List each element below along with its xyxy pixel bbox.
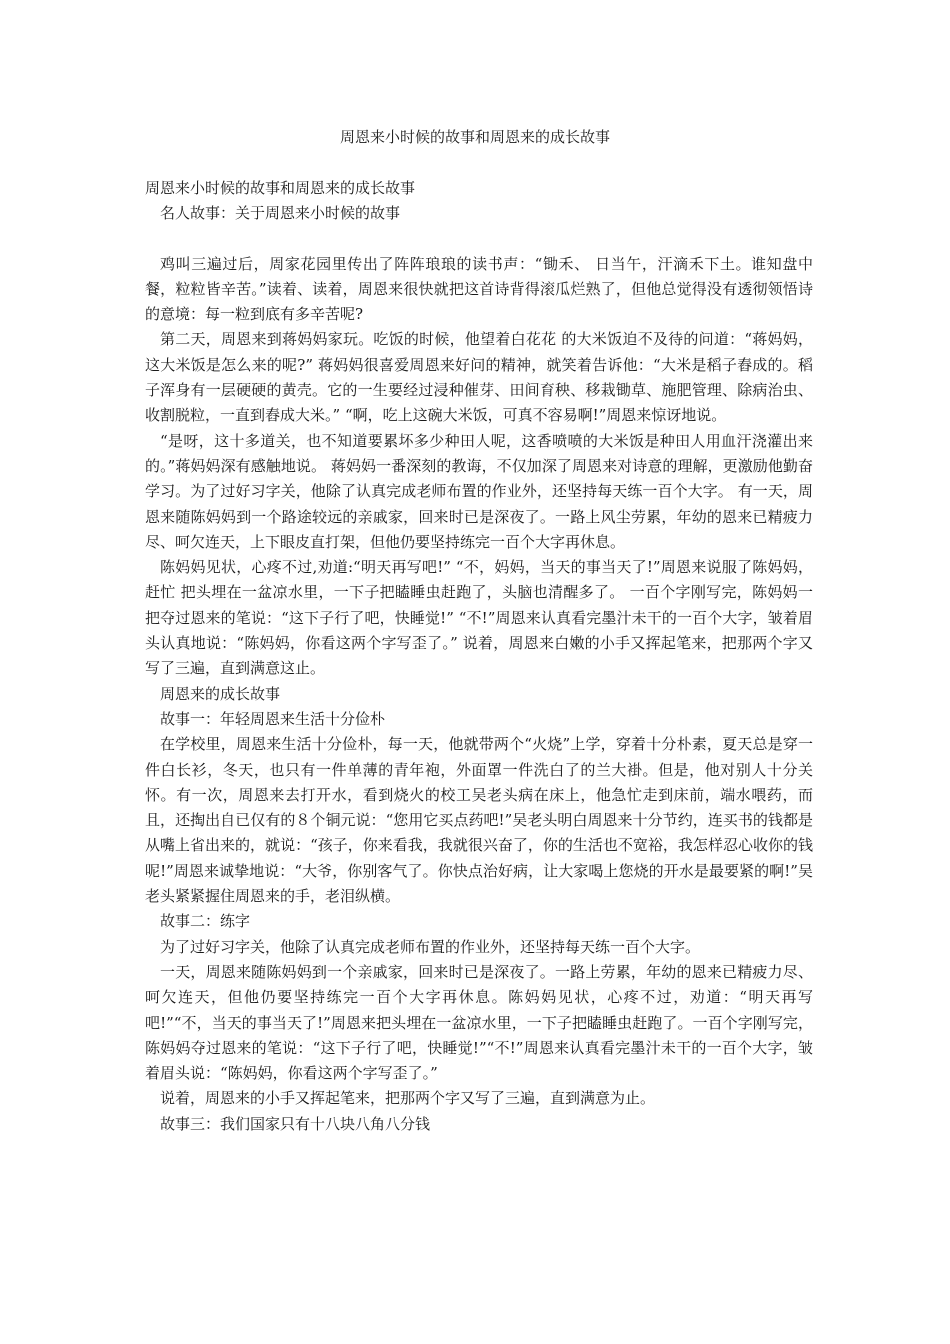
section-heading: 名人故事：关于周恩来小时候的故事 [160,204,401,223]
paragraph: 在学校里，周恩来生活十分俭朴，每一天，他就带两个“火烧”上学，穿着十分朴素，夏天总是穿一件白长衫，冬天，也只有一件单薄的青年袍，外面罩一件洗白了的兰大褂。但是，他对别人十分关怀。有一次，周恩来去打开水，看到烧火的校工吴老头病在床上，他急忙走到床前，端水喂药，而且，还掏出自已仅有的８个铜元说：“您用它买点药吧!”吴老头明白周恩来十分节约，连买书的钱都是从嘴上省出来的，就说：“孩子，你来看我，我就很兴奋了，你的生活也不宽裕，我怎样忍心收你的钱呢!”周恩来诚挚地说：“大爷，你别客气了。你快点治好病，让大家喝上您烧的开水是最要紧的啊!”吴老头紧紧握住周恩来的手，老泪纵横。 [145,735,813,906]
story-heading: 故事三：我们国家只有十八块八角八分钱 [160,1114,431,1133]
document-body [145,176,813,1137]
paragraph: 第二天，周恩来到蒋妈妈家玩。吃饭的时候，他望着白花花 的大米饭迫不及待的问道：“蒋妈妈，这大米饭是怎么来的呢?” 蒋妈妈很喜爱周恩来好问的精神，就笑着告诉他：“大米是稻子舂成的。稻子浑身有一层硬硬的黄壳。它的一生要经过浸种催芽、田间育秧、移栽锄草、施肥管理、除病治虫、收割脱粒，一直到舂成大米。” “啊，吃上这碗大米饭，可真不容易啊!”周恩来惊讶地说。 [145,330,813,425]
paragraph: 为了过好习字关，他除了认真完成老师布置的作业外，还坚持每天练一百个大字。 [160,937,701,956]
document-title: 周恩来小时候的故事和周恩来的成长故事 [339,128,610,146]
story-heading: 故事二：练字 [160,912,251,931]
story-heading: 故事一：年轻周恩来生活十分俭朴 [160,709,386,728]
blank-line [145,227,813,252]
paragraph: “是呀，这十多道关，也不知道要累坏多少种田人呢，这香喷喷的大米饭是种田人用血汗浇灌出来的。”蒋妈妈深有感触地说。 蒋妈妈一番深刻的教诲，不仅加深了周恩来对诗意的理解，更激励他勤奋学习。为了过好习字关，他除了认真完成老师布置的作业外，还坚持每天练一百个大字。 有一天，周恩来随陈妈妈到一个路途较远的亲戚家，回来时已是深夜了。一路上风尘劳累，年幼的恩来已精疲力尽、呵欠连天，上下眼皮直打架，但他仍要坚持练完一百个大字再休息。 [145,431,813,551]
paragraph: 说着，周恩来的小手又挥起笔来，把那两个字又写了三遍，直到满意为止。 [160,1089,656,1108]
paragraph: 一天，周恩来随陈妈妈到一个亲戚家，回来时已是深夜了。一路上劳累，年幼的恩来已精疲力尽、呵欠连天，但他仍要坚持练完一百个大字再休息。陈妈妈见状，心疼不过，劝道：“明天再写吧!”“不，当天的事当天了!”周恩来把头埋在一盆凉水里，一下子把瞌睡虫赶跑了。一百个字刚写完，陈妈妈夺过恩来的笔说：“这下子行了吧，快睡觉!”“不!”周恩来认真看完墨汁未干的一百个大字，皱着眉头说：“陈妈妈，你看这两个字写歪了。” [145,962,813,1083]
paragraph: 陈妈妈见状，心疼不过,劝道:“明天再写吧!” “不，妈妈，当天的事当天了!”周恩来说服了陈妈妈，赶忙 把头埋在一盆凉水里，一下子把瞌睡虫赶跑了，头脑也清醒多了。 一百个字刚写完，陈妈妈一把夺过恩来的笔说：“这下子行了吧，快睡觉!” “不!”周恩来认真看完墨汁未干的一百个大字，皱着眉头认真地说：“陈妈妈，你看这两个字写歪了。” 说着，周恩来白嫩的小手又挥起笔来，把那两个字又写了三遍，直到满意这止。 [145,558,813,678]
paragraph: 鸡叫三遍过后，周家花园里传出了阵阵琅琅的读书声：“锄禾、 日当午，汗滴禾下土。谁知盘中餐，粒粒皆辛苦。”读着、读着，周恩来很快就把这首诗背得滚瓜烂熟了，但他总觉得没有透彻领悟诗的意境：每一粒到底有多辛苦呢? [145,254,813,324]
subtitle-line: 周恩来小时候的故事和周恩来的成长故事 [145,179,416,197]
section-heading: 周恩来的成长故事 [160,684,281,703]
